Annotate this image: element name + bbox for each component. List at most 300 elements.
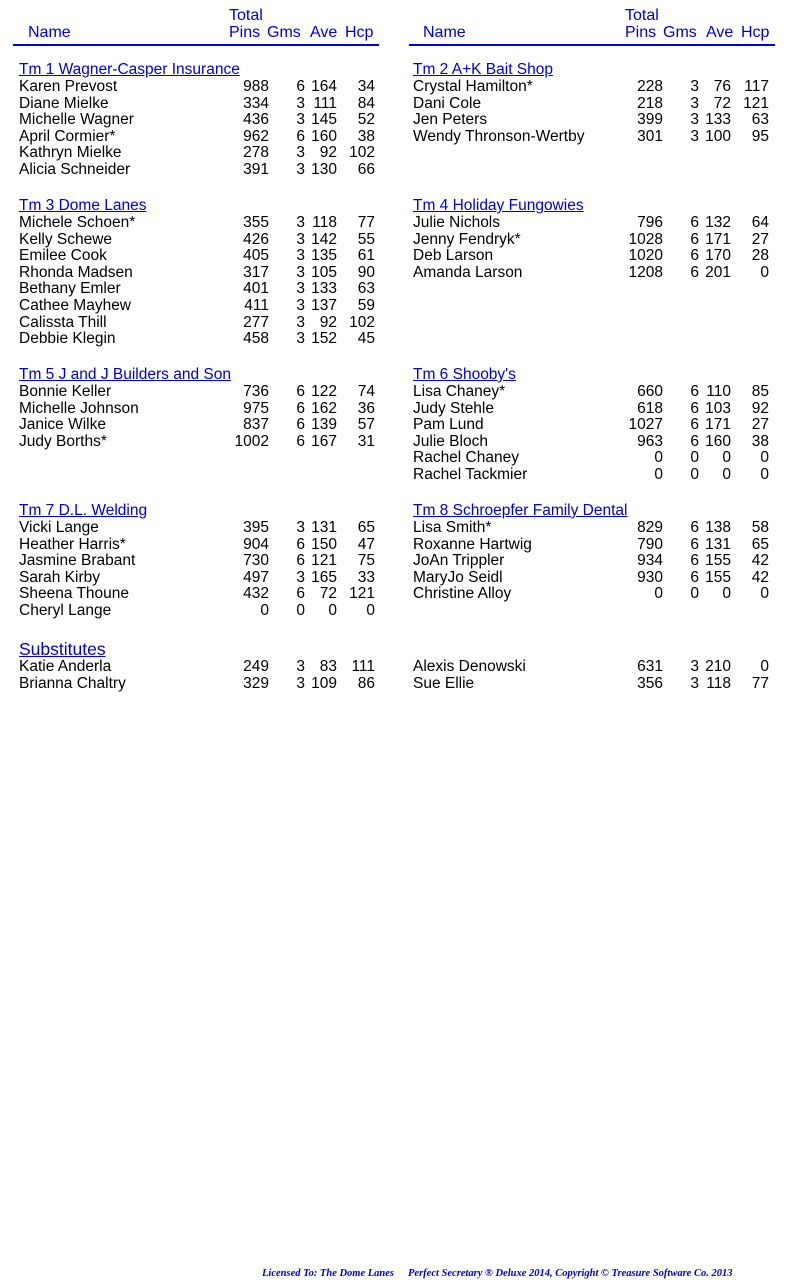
player-pins: 796	[637, 214, 663, 231]
player-hcp: 0	[760, 658, 769, 675]
player-name: Michelle Wagner	[19, 111, 134, 129]
player-hcp: 38	[751, 432, 769, 450]
player-gms: 0	[690, 449, 699, 467]
player-ave: 118	[706, 674, 731, 692]
player-hcp: 0	[760, 465, 769, 483]
player-gms: 6	[690, 230, 699, 248]
player-ave: 111	[313, 94, 337, 112]
player-gms: 6	[296, 535, 305, 553]
player-pins: 355	[243, 214, 269, 231]
player-pins: 411	[244, 296, 269, 314]
player-row	[413, 401, 773, 418]
column-header-left	[13, 4, 379, 46]
player-pins: 0	[654, 449, 663, 467]
player-pins: 399	[637, 111, 663, 129]
player-pins: 356	[637, 674, 663, 692]
player-pins: 660	[637, 383, 663, 400]
player-name: Wendy Thronson-Wertby	[413, 127, 585, 145]
player-pins: 497	[243, 568, 269, 586]
player-name: Alexis Denowski	[413, 658, 526, 675]
player-gms: 6	[690, 519, 699, 536]
player-ave: 72	[319, 585, 337, 603]
player-ave: 210	[705, 658, 731, 675]
team-block	[413, 502, 773, 603]
header-rule	[409, 44, 775, 46]
player-gms: 3	[296, 296, 305, 314]
player-gms: 3	[690, 78, 699, 95]
player-ave: 0	[722, 449, 731, 467]
player-name: Julie Nichols	[413, 214, 501, 231]
player-ave: 170	[705, 247, 731, 265]
player-pins: 988	[243, 78, 269, 95]
player-gms: 3	[296, 144, 305, 162]
player-ave: 145	[311, 111, 337, 129]
player-hcp: 38	[357, 127, 375, 145]
player-row	[413, 96, 773, 113]
player-hcp: 47	[357, 535, 375, 553]
player-ave: 132	[705, 214, 731, 231]
player-ave: 72	[713, 94, 731, 112]
player-ave: 130	[311, 160, 337, 178]
player-row	[413, 232, 773, 249]
player-gms: 6	[690, 263, 699, 281]
player-row	[19, 145, 379, 162]
team-name: Tm 5 J and J Builders and Son	[19, 366, 231, 383]
player-gms: 6	[296, 432, 305, 450]
player-gms: 6	[296, 399, 305, 417]
player-row	[19, 129, 379, 146]
player-hcp: 86	[357, 674, 375, 692]
player-name: Michelle Johnson	[19, 399, 139, 417]
player-hcp: 34	[357, 78, 375, 95]
player-name: Lisa Chaney*	[413, 383, 506, 400]
player-name: Karen Prevost	[19, 78, 118, 95]
player-row	[19, 79, 379, 96]
player-gms: 6	[690, 383, 699, 400]
player-hcp: 58	[751, 519, 769, 536]
team-name: Tm 3 Dome Lanes	[19, 197, 147, 214]
player-hcp: 121	[743, 94, 769, 112]
header-pins: Pins	[229, 24, 261, 41]
player-pins: 432	[243, 585, 269, 603]
player-hcp: 42	[751, 568, 769, 586]
header-hcp: Hcp	[345, 24, 374, 41]
player-pins: 1028	[628, 230, 663, 248]
player-row	[413, 384, 773, 401]
player-row	[413, 676, 773, 693]
player-hcp: 65	[751, 535, 769, 553]
player-row	[413, 79, 773, 96]
player-ave: 201	[705, 263, 731, 281]
player-gms: 6	[690, 568, 699, 586]
player-gms: 3	[296, 214, 305, 231]
player-row	[413, 520, 773, 537]
player-name: Katie Anderla	[19, 658, 112, 675]
player-ave: 103	[705, 399, 731, 417]
player-hcp: 95	[751, 127, 769, 145]
player-name: Roxanne Hartwig	[413, 535, 532, 553]
player-row	[413, 265, 773, 282]
player-row	[413, 112, 773, 129]
player-pins: 401	[243, 280, 269, 298]
player-gms: 3	[690, 658, 699, 675]
header-gms: Gms	[663, 24, 697, 41]
player-name: Crystal Hamilton*	[413, 78, 533, 95]
player-hcp: 33	[357, 568, 375, 586]
player-ave: 131	[311, 519, 337, 536]
player-gms: 0	[296, 601, 305, 619]
player-gms: 6	[690, 399, 699, 417]
player-row	[19, 265, 379, 282]
player-row	[413, 586, 773, 603]
player-ave: 110	[706, 383, 731, 400]
player-row	[19, 537, 379, 554]
player-gms: 3	[690, 674, 699, 692]
player-ave: 164	[311, 78, 337, 95]
player-name: Judy Borths*	[19, 432, 107, 450]
player-hcp: 0	[366, 601, 375, 619]
player-ave: 76	[713, 78, 731, 95]
player-row	[19, 215, 379, 232]
team-block	[19, 197, 379, 348]
player-ave: 167	[311, 432, 337, 450]
player-gms: 3	[296, 263, 305, 281]
player-hcp: 55	[357, 230, 375, 248]
player-ave: 105	[311, 263, 337, 281]
player-row	[413, 450, 773, 467]
player-gms: 3	[296, 568, 305, 586]
header-ave: Ave	[310, 24, 338, 41]
player-row	[413, 129, 773, 146]
player-row	[413, 537, 773, 554]
player-row	[413, 659, 773, 676]
player-hcp: 92	[751, 399, 769, 417]
player-row	[19, 603, 379, 620]
player-pins: 391	[243, 160, 269, 178]
player-hcp: 52	[357, 111, 375, 129]
player-ave: 155	[705, 552, 731, 570]
player-ave: 92	[319, 313, 337, 331]
player-hcp: 102	[349, 313, 375, 331]
player-name: Jasmine Brabant	[19, 552, 136, 570]
player-name: Kelly Schewe	[19, 230, 113, 248]
player-gms: 6	[296, 127, 305, 145]
player-name: April Cormier*	[19, 127, 116, 145]
player-hcp: 59	[357, 296, 375, 314]
header-rule	[13, 44, 379, 46]
player-row	[413, 570, 773, 587]
player-row	[19, 281, 379, 298]
player-row	[19, 315, 379, 332]
player-hcp: 0	[760, 449, 769, 467]
player-row	[19, 248, 379, 265]
player-name: Cheryl Lange	[19, 601, 112, 619]
player-gms: 6	[296, 552, 305, 570]
player-hcp: 63	[751, 111, 769, 129]
team-block	[413, 61, 773, 145]
team-block	[413, 197, 773, 281]
player-pins: 975	[243, 399, 269, 417]
player-hcp: 117	[744, 78, 769, 95]
player-pins: 278	[243, 144, 269, 162]
player-row	[19, 676, 379, 693]
player-pins: 631	[637, 658, 663, 675]
header-total: Total	[229, 7, 263, 24]
player-gms: 0	[690, 585, 699, 603]
player-pins: 736	[243, 383, 269, 400]
player-row	[19, 232, 379, 249]
player-row	[19, 331, 379, 348]
player-hcp: 65	[357, 519, 375, 536]
player-pins: 618	[637, 399, 663, 417]
player-pins: 458	[243, 330, 269, 348]
player-row	[19, 553, 379, 570]
player-name: Alicia Schneider	[19, 160, 131, 178]
player-name: Vicki Lange	[19, 519, 99, 536]
player-name: Michele Schoen*	[19, 214, 136, 231]
player-name: Cathee Mayhew	[19, 296, 132, 314]
player-gms: 6	[690, 535, 699, 553]
substitutes-right-rows	[413, 659, 773, 692]
player-hcp: 74	[357, 383, 375, 400]
player-row	[19, 570, 379, 587]
player-row	[413, 434, 773, 451]
player-hcp: 77	[751, 674, 769, 692]
player-pins: 277	[243, 313, 269, 331]
player-row	[413, 215, 773, 232]
header-hcp: Hcp	[741, 24, 770, 41]
player-name: Diane Mielke	[19, 94, 109, 112]
substitutes-right	[413, 659, 773, 692]
player-name: Jen Peters	[413, 111, 488, 129]
player-name: Deb Larson	[413, 247, 494, 265]
player-pins: 934	[637, 552, 663, 570]
player-gms: 6	[690, 416, 699, 434]
player-row	[19, 162, 379, 179]
player-ave: 0	[328, 601, 337, 619]
player-name: Judy Stehle	[413, 399, 494, 417]
player-row	[413, 553, 773, 570]
player-pins: 829	[637, 519, 663, 536]
player-pins: 1208	[628, 263, 663, 281]
player-pins: 0	[654, 585, 663, 603]
player-name: Jenny Fendryk*	[413, 230, 521, 248]
player-name: Sheena Thoune	[19, 585, 130, 603]
player-row	[19, 298, 379, 315]
player-row	[413, 467, 773, 484]
player-name: Amanda Larson	[413, 263, 523, 281]
player-name: Pam Lund	[413, 416, 484, 434]
team-block	[19, 502, 379, 620]
player-pins: 329	[243, 674, 269, 692]
player-name: Bethany Emler	[19, 280, 121, 298]
player-hcp: 64	[751, 214, 769, 231]
player-row	[19, 434, 379, 451]
player-name: Dani Cole	[413, 94, 482, 112]
player-name: Emilee Cook	[19, 247, 107, 265]
player-ave: 138	[705, 519, 731, 536]
team-name: Tm 1 Wagner-Casper Insurance	[19, 61, 240, 78]
player-row	[19, 401, 379, 418]
player-gms: 3	[296, 230, 305, 248]
player-ave: 92	[319, 144, 337, 162]
team-block	[19, 366, 379, 450]
player-pins: 426	[243, 230, 269, 248]
player-pins: 1020	[628, 247, 663, 265]
player-pins: 228	[637, 78, 663, 95]
player-row	[413, 417, 773, 434]
player-row	[19, 659, 379, 676]
player-gms: 3	[296, 160, 305, 178]
player-hcp: 61	[357, 247, 375, 265]
player-pins: 395	[243, 519, 269, 536]
player-pins: 730	[243, 552, 269, 570]
player-pins: 317	[243, 263, 269, 281]
player-hcp: 84	[357, 94, 375, 112]
player-gms: 3	[296, 330, 305, 348]
player-hcp: 63	[357, 280, 375, 298]
header-ave: Ave	[706, 24, 734, 41]
player-hcp: 57	[357, 416, 375, 434]
player-name: Rachel Chaney	[413, 449, 519, 467]
player-row	[19, 96, 379, 113]
player-name: Debbie Klegin	[19, 330, 116, 348]
player-ave: 155	[705, 568, 731, 586]
player-row	[19, 586, 379, 603]
player-pins: 962	[243, 127, 269, 145]
player-ave: 137	[311, 296, 337, 314]
player-ave: 131	[705, 535, 731, 553]
player-pins: 904	[243, 535, 269, 553]
player-hcp: 66	[357, 160, 375, 178]
player-pins: 1027	[628, 416, 663, 434]
player-name: Brianna Chaltry	[19, 674, 126, 692]
player-ave: 152	[311, 330, 337, 348]
player-gms: 6	[690, 247, 699, 265]
player-name: Lisa Smith*	[413, 519, 492, 536]
player-name: Janice Wilke	[19, 416, 106, 434]
player-gms: 3	[296, 111, 305, 129]
team-name: Tm 7 D.L. Welding	[19, 502, 148, 519]
player-ave: 122	[311, 383, 337, 400]
player-hcp: 111	[351, 658, 375, 675]
player-hcp: 31	[357, 432, 375, 450]
player-row	[413, 248, 773, 265]
player-ave: 121	[311, 552, 337, 570]
player-ave: 109	[311, 674, 337, 692]
player-pins: 218	[637, 94, 663, 112]
column-header-right	[409, 4, 775, 46]
player-hcp: 27	[751, 416, 769, 434]
team-name: Tm 4 Holiday Fungowies	[413, 197, 584, 214]
header-total: Total	[625, 7, 659, 24]
player-ave: 142	[311, 230, 337, 248]
player-ave: 135	[311, 247, 337, 265]
player-name: Bonnie Keller	[19, 383, 112, 400]
player-row	[19, 384, 379, 401]
player-gms: 3	[296, 313, 305, 331]
player-hcp: 85	[751, 383, 769, 400]
player-ave: 83	[319, 658, 337, 675]
substitutes-left	[19, 639, 379, 692]
player-gms: 3	[690, 94, 699, 112]
player-hcp: 27	[751, 230, 769, 248]
player-gms: 3	[296, 519, 305, 536]
player-name: MaryJo Seidl	[413, 568, 503, 586]
player-gms: 3	[296, 94, 305, 112]
player-gms: 3	[296, 247, 305, 265]
player-ave: 165	[311, 568, 337, 586]
player-ave: 0	[722, 585, 731, 603]
player-gms: 6	[296, 416, 305, 434]
player-name: Sue Ellie	[413, 674, 475, 692]
player-hcp: 36	[357, 399, 375, 417]
player-gms: 3	[296, 674, 305, 692]
player-gms: 6	[296, 78, 305, 95]
header-name: Name	[28, 24, 71, 41]
player-ave: 162	[311, 399, 337, 417]
player-ave: 171	[705, 230, 731, 248]
player-ave: 100	[705, 127, 731, 145]
player-gms: 0	[690, 465, 699, 483]
header-pins: Pins	[625, 24, 657, 41]
team-name: Tm 8 Schroepfer Family Dental	[413, 502, 628, 519]
header-gms: Gms	[267, 24, 301, 41]
player-ave: 118	[312, 214, 337, 231]
player-pins: 0	[260, 601, 269, 619]
player-pins: 301	[637, 127, 663, 145]
player-hcp: 42	[751, 552, 769, 570]
player-hcp: 102	[349, 144, 375, 162]
player-row	[19, 112, 379, 129]
team-block	[413, 366, 773, 484]
player-pins: 837	[243, 416, 269, 434]
team-block	[19, 61, 379, 179]
player-gms: 3	[690, 111, 699, 129]
player-hcp: 75	[357, 552, 375, 570]
player-pins: 249	[243, 658, 269, 675]
player-gms: 3	[296, 280, 305, 298]
player-gms: 3	[296, 658, 305, 675]
player-hcp: 45	[357, 330, 375, 348]
player-ave: 171	[705, 416, 731, 434]
player-pins: 1002	[234, 432, 269, 450]
player-name: Sarah Kirby	[19, 568, 100, 586]
player-ave: 133	[311, 280, 337, 298]
player-gms: 6	[690, 214, 699, 231]
player-row	[19, 520, 379, 537]
player-ave: 139	[311, 416, 337, 434]
team-name: Tm 2 A+K Bait Shop	[413, 61, 554, 78]
team-name: Tm 6 Shooby's	[413, 366, 516, 383]
player-pins: 405	[243, 247, 269, 265]
player-ave: 150	[311, 535, 337, 553]
player-gms: 6	[296, 383, 305, 400]
player-pins: 436	[243, 111, 269, 129]
player-gms: 6	[690, 432, 699, 450]
player-name: Rhonda Madsen	[19, 263, 133, 281]
player-name: Calissta Thill	[19, 313, 107, 331]
player-hcp: 90	[357, 263, 375, 281]
player-pins: 790	[637, 535, 663, 553]
footer-licensed: Licensed To: The Dome Lanes	[262, 1268, 395, 1279]
player-ave: 133	[705, 111, 731, 129]
player-name: JoAn Trippler	[413, 552, 505, 570]
player-name: Rachel Tackmier	[413, 465, 528, 483]
player-ave: 160	[705, 432, 731, 450]
player-hcp: 0	[760, 263, 769, 281]
header-name: Name	[423, 24, 466, 41]
